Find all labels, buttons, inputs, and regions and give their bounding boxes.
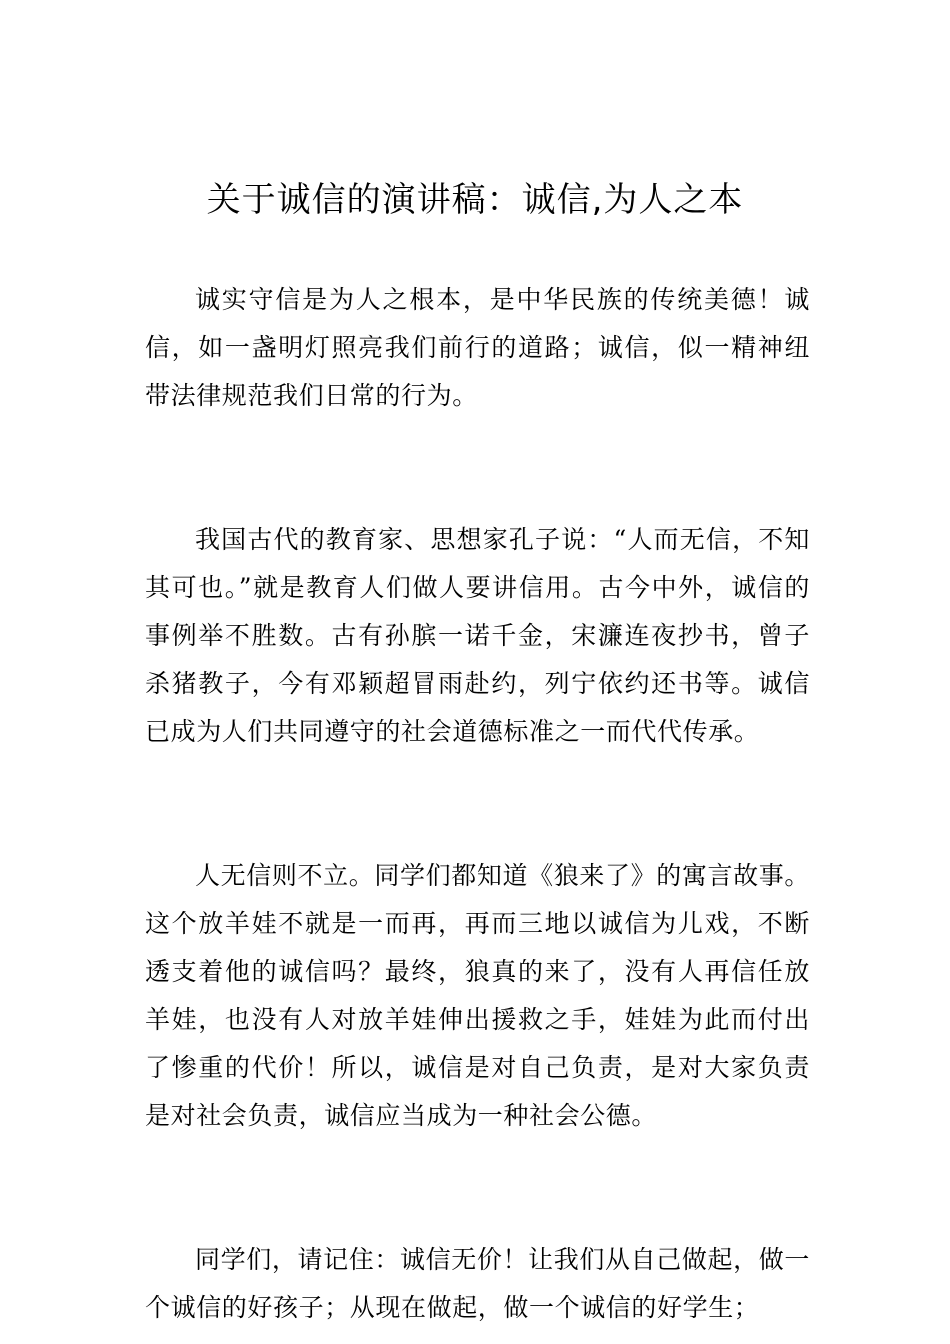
- paragraph-4: 同学们，请记住：诚信无价！让我们从自己做起，做一个诚信的好孩子；从现在做起，做一个诚信的好学生；: [145, 1245, 810, 1322]
- document-title: 关于诚信的演讲稿：诚信,为人之本: [206, 180, 744, 220]
- paragraph-3: 人无信则不立。同学们都知道《狼来了》的寓言故事。这个放羊娃不就是一而再，再而三地以诚信为儿戏，不断透支着他的诚信吗？最终，狼真的来了，没有人再信任放羊娃，也没有人对放羊娃伸出援救之手，娃娃为此而付出了惨重的代价！所以，诚信是对自己负责，是对大家负责是对社会负责，诚信应当成为一种社会公德。: [145, 861, 810, 1130]
- paragraph-2: 我国古代的教育家、思想家孔子说：“人而无信，不知其可也。”就是教育人们做人要讲信用。古今中外，诚信的事例举不胜数。古有孙膑一诺千金，宋濂连夜抄书，曾子杀猪教子，今有邓颖超冒雨赴约，列宁依约还书等。诚信已成为人们共同遵守的社会道德标准之一而代代传承。: [145, 525, 810, 746]
- paragraph-1: 诚实守信是为人之根本，是中华民族的传统美德！诚信，如一盏明灯照亮我们前行的道路；诚信，似一精神纽带法律规范我们日常的行为。: [145, 285, 810, 410]
- document-body: [145, 276, 810, 1332]
